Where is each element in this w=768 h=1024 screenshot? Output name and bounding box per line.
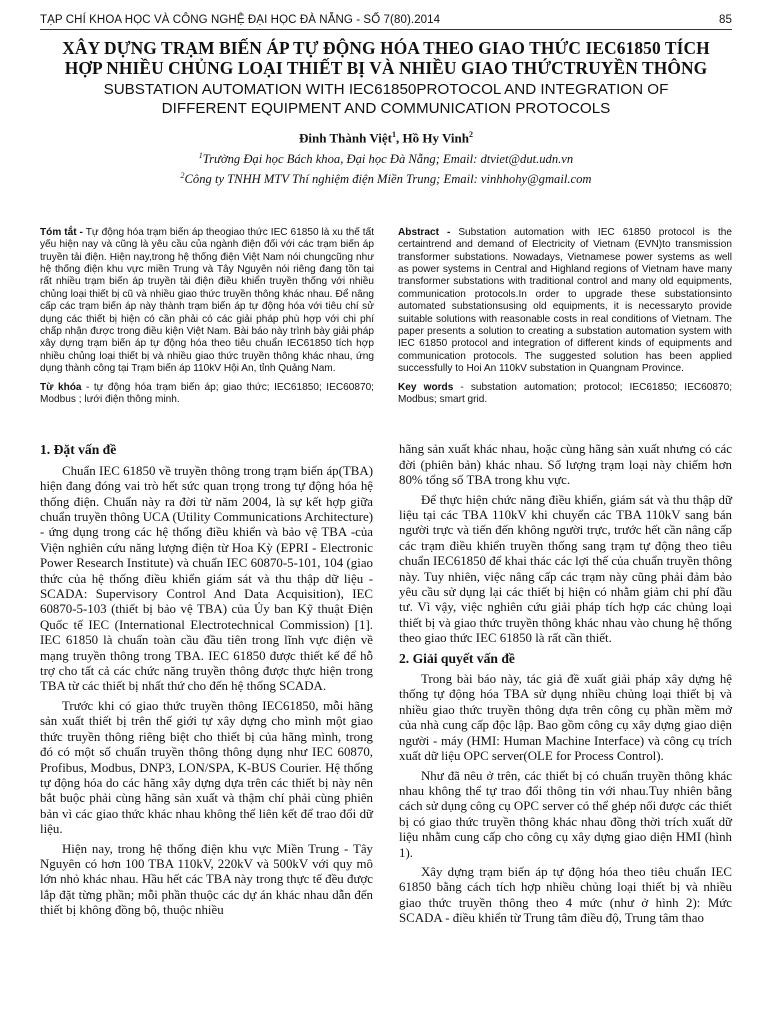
abstract-vietnamese — [40, 227, 374, 413]
body-text — [40, 442, 732, 930]
page-number: 85 — [719, 14, 732, 26]
body-column-right — [399, 442, 732, 930]
keywords-label: Key words — [398, 381, 454, 393]
abstract-label: Abstract - — [398, 226, 459, 238]
title-en-line: DIFFERENT EQUIPMENT AND COMMUNICATION PROTOCOLS — [161, 100, 611, 117]
section-heading: 1. Đặt vấn đề — [40, 442, 117, 458]
keywords-label: Từ khóa — [40, 381, 82, 393]
journal-name: TẠP CHÍ KHOA HỌC VÀ CÔNG NGHỆ ĐẠI HỌC ĐÀ NẴNG - SỐ 7(80).2014 — [40, 14, 441, 26]
body-paragraph: hãng sản xuất khác nhau, hoặc cùng hãng sản xuất nhưng có các đời (phiên bản) khác nhau. Số lượng trạm loại này chiếm hơn 80% tổng số TBA trong khu vực. — [399, 442, 732, 488]
title-vi-line: XÂY DỰNG TRẠM BIẾN ÁP TỰ ĐỘNG HÓA THEO GIAO THỨC IEC61850 TÍCH — [62, 38, 710, 58]
abstract-english — [398, 227, 732, 413]
affil-text: Trường Đại học Bách khoa, Đại học Đà Nẵng; Email: dtviet@dut.udn.vn — [202, 152, 574, 167]
body-paragraph: Trong bài báo này, tác giả đề xuất giải pháp xây dựng hệ thống tự động hóa TBA sử dụng nhiều chủng loại thiết bị và nhiều giao thức truyền thông dựa trên công cụ phần mềm mở của nhà cung cấp độc lập. Bao gồm công cụ xây dựng giao diện người - máy (HMI: Human Machine Interface) và công cụ trích xuất dữ liệu OPC server(OLE for Process Control). — [399, 672, 732, 764]
body-paragraph: Xây dựng trạm biến áp tự động hóa theo tiêu chuẩn IEC 61850 bằng cách tích hợp nhiều chủng loại thiết bị và nhiều giao thức truyền thông theo 4 mức (như ở hình 2): Mức SCADA - điều khiển từ Trung tâm điều độ, Trung tâm thao — [399, 864, 732, 926]
keywords-paragraph — [398, 382, 732, 407]
affil-mark: 1 — [198, 151, 203, 161]
abstract-label: Tóm tắt - — [40, 226, 86, 238]
keywords-text: - substation automation; protocol; IEC61850; IEC60870; Modbus; smart grid. — [398, 381, 733, 405]
abstract-paragraph — [398, 227, 732, 376]
author-separator: , — [396, 130, 403, 146]
body-paragraph: Hiện nay, trong hệ thống điện khu vực Miền Trung - Tây Nguyên có hơn 100 TBA 110kV, 220kV và 500kV với quy mô lớn nhỏ khác nhau. Hầu hết các TBA này trong thực tế đều được lắp đặt từng phần; mỗi phần thuộc các dự án khác nhau dẫn đến thiết bị không đồng bộ, thuộc nhiều — [40, 841, 373, 918]
running-header — [40, 14, 732, 30]
title-vietnamese — [40, 38, 732, 78]
affil-mark: 2 — [180, 170, 185, 180]
author-affil-mark: 1 — [392, 130, 396, 139]
body-column-left — [40, 442, 373, 930]
title-vi-line: HỢP NHIỀU CHỦNG LOẠI THIẾT BỊ VÀ NHIỀU GIAO THỨCTRUYỀN THÔNG — [64, 58, 708, 78]
abstracts — [40, 227, 732, 413]
affiliation — [40, 168, 732, 187]
keywords-paragraph — [40, 382, 374, 407]
body-paragraph: Như đã nêu ở trên, các thiết bị có chuẩn truyền thông khác nhau không thể tự trao đổi thông tin với nhau.Tuy nhiên bằng cách sử dụng công cụ OPC server có thể ghép nối được các thiết bị có giao thức truyền thông khác nhau đồng thời trích xuất dữ liệu nhằm cung cấp cho công cụ xây dựng giao diện HMI (hình 1). — [399, 768, 732, 860]
section-heading: 2. Giải quyết vấn đề — [399, 650, 515, 666]
body-paragraph: Trước khi có giao thức truyền thông IEC61850, mỗi hãng sản xuất thiết bị trên thế giới tự xây dựng cho mình một giao thức truyền thông riêng biệt cho thiết bị của hãng mình, trong đó có một số chuẩn truyền thông thông dụng như IEC 60870, Profibus, Modbus, DNP3, LON/SPA, K-BUS Courier. Hệ thống tự động hóa do các hãng xây dựng dựa trên các thiết bị này nên bắt buộc phải cùng hãng sản xuất và thậm chí phải cùng phiên bản vì các giao thức khác nhau không thể liên kết để trao đổi dữ liệu. — [40, 698, 373, 837]
body-paragraph: Để thực hiện chức năng điều khiển, giám sát và thu thập dữ liệu tại các TBA 110kV khi chuyển các TBA 110kV sang bán người trực và tiến đến không người trực, trước hết cần nâng cấp các trạm điều khiển truyền thống sang trạm tự động theo tiêu chuẩn IEC61850 để khai thác các lợi thế của chuẩn truyền thông này. Tuy nhiên, việc nâng cấp các trạm này cũng phải đảm bảo yêu cầu sử dụng lại các thiết bị hiện có nhằm giảm chi phí đầu tư. Vì vậy, việc nghiên cứu giải pháp tích hợp các chủng loại thiết bị và giao thức truyền thông khác nhau vào chung hệ thống theo giao thức IEC 61850 là rất cần thiết. — [399, 492, 732, 646]
author-name: Hồ Hy Vinh — [402, 130, 469, 146]
abstract-paragraph — [40, 227, 374, 376]
title-en-line: SUBSTATION AUTOMATION WITH IEC61850PROTOCOL AND INTEGRATION OF — [103, 81, 669, 98]
author-name: Đinh Thành Việt — [299, 130, 392, 146]
body-paragraph: Chuẩn IEC 61850 về truyền thông trong trạm biến áp(TBA) hiện đang đóng vai trò hết sức quan trọng trong tự động hóa hệ thống điện. Chuẩn này ra đời từ năm 2004, là sự kết hợp giữa chuẩn truyền thông UCA (Utility Communications Architecture) - ứng dụng trong các hệ thống điều khiển và bảo vệ TBA -của Viện nghiên cứu năng lượng điện từ Hoa Kỳ (EPRI - Electronic Power Research Institute) và chuẩn IEC 60870-5-101, 104 (giao thức của hệ thống điều khiển giám sát và thu thập dữ liệu - SCADA: Supervisory Control And Data Acquisition), IEC 60870-5-103 (thiết bị bảo vệ TBA) của Ủy ban Kỹ thuật Điện Quốc tế IEC (International Electrotechnical Commission) [1]. IEC 61850 là chuẩn toàn cầu đầu tiên trong lĩnh vực điện về mạng truyền thông trong TBA. IEC 61850 được thiết kế để hỗ trợ cho tất cả các chức năng truyền thông được thực hiện trong TBA từ các thiết bị nhất thứ cho đến hệ thống SCADA. — [40, 463, 373, 694]
author-affil-mark: 2 — [468, 130, 473, 139]
abstract-text: Substation automation with IEC 61850 protocol is the certaintrend and demand of Electricity of Vietnam (EVN)to transmission transformer substations. Nowadays, Vietnamese power systems as well as power systems in Central and Highland regions of Vietnam have many transformer substations with traditional control and many old equipments, communication protocols.In order to upgrade these substationsinto automated substationsusing old equipments, it is necessaryto provide suitable solutions with reasonable costs in real conditions of Vietnam. The paper presents a solution to creating a substation automation system with IEC 61850 protocol and integration of different kinds of equipments and communication protocols. The suggested solution has been applied successfully to Hoi An 110kV substation in Quangnam Province. — [398, 226, 732, 375]
keywords-text: - tự động hóa trạm biến áp; giao thức; IEC61850; IEC60870; Modbus ; lưới điện thông minh. — [40, 381, 374, 405]
abstract-text: Tự động hóa trạm biến áp theogiao thức IEC 61850 là xu thế tất yếu hiện nay và cũng là yêu cầu của ngành điện đối với các trạm biến áp truyền tải điện. Hiện nay,trong hệ thống điện Việt Nam nói chungcũng như hệ thống điện khu vực miền Trung và Tây Nguyên nói riêng đang tồn tại rất nhiều trạm biến áp truyền tải điện điều khiển truyền thống với nhiều chủng loại thiết bị cũ và nhiều giao thức truyền thông khác nhau. Để nâng cấp các trạm biến áp này thành trạm biến áp tự động hóa với tiêu chí sử dụng các thiết bị hiện có cần phải có các giải pháp phù hợp với chi phí chấp nhận được trong điều kiện Việt Nam. Bài báo này trình bày giải pháp xây dựng trạm biến áp tự động hóa theo tiêu chuẩn IEC61850 tích hợp nhiều chủng loại thiết bị và nhiều giao thức truyền thông khác nhau, ứng dụng thành công tại Trạm biến áp 110kV Hội An, tỉnh Quảng Nam. — [40, 226, 375, 375]
affil-text: Công ty TNHH MTV Thí nghiệm điện Miền Trung; Email: vinhhohy@gmail.com — [184, 171, 592, 186]
affiliation — [40, 148, 732, 167]
title-english — [40, 80, 732, 118]
author-list — [40, 130, 732, 146]
